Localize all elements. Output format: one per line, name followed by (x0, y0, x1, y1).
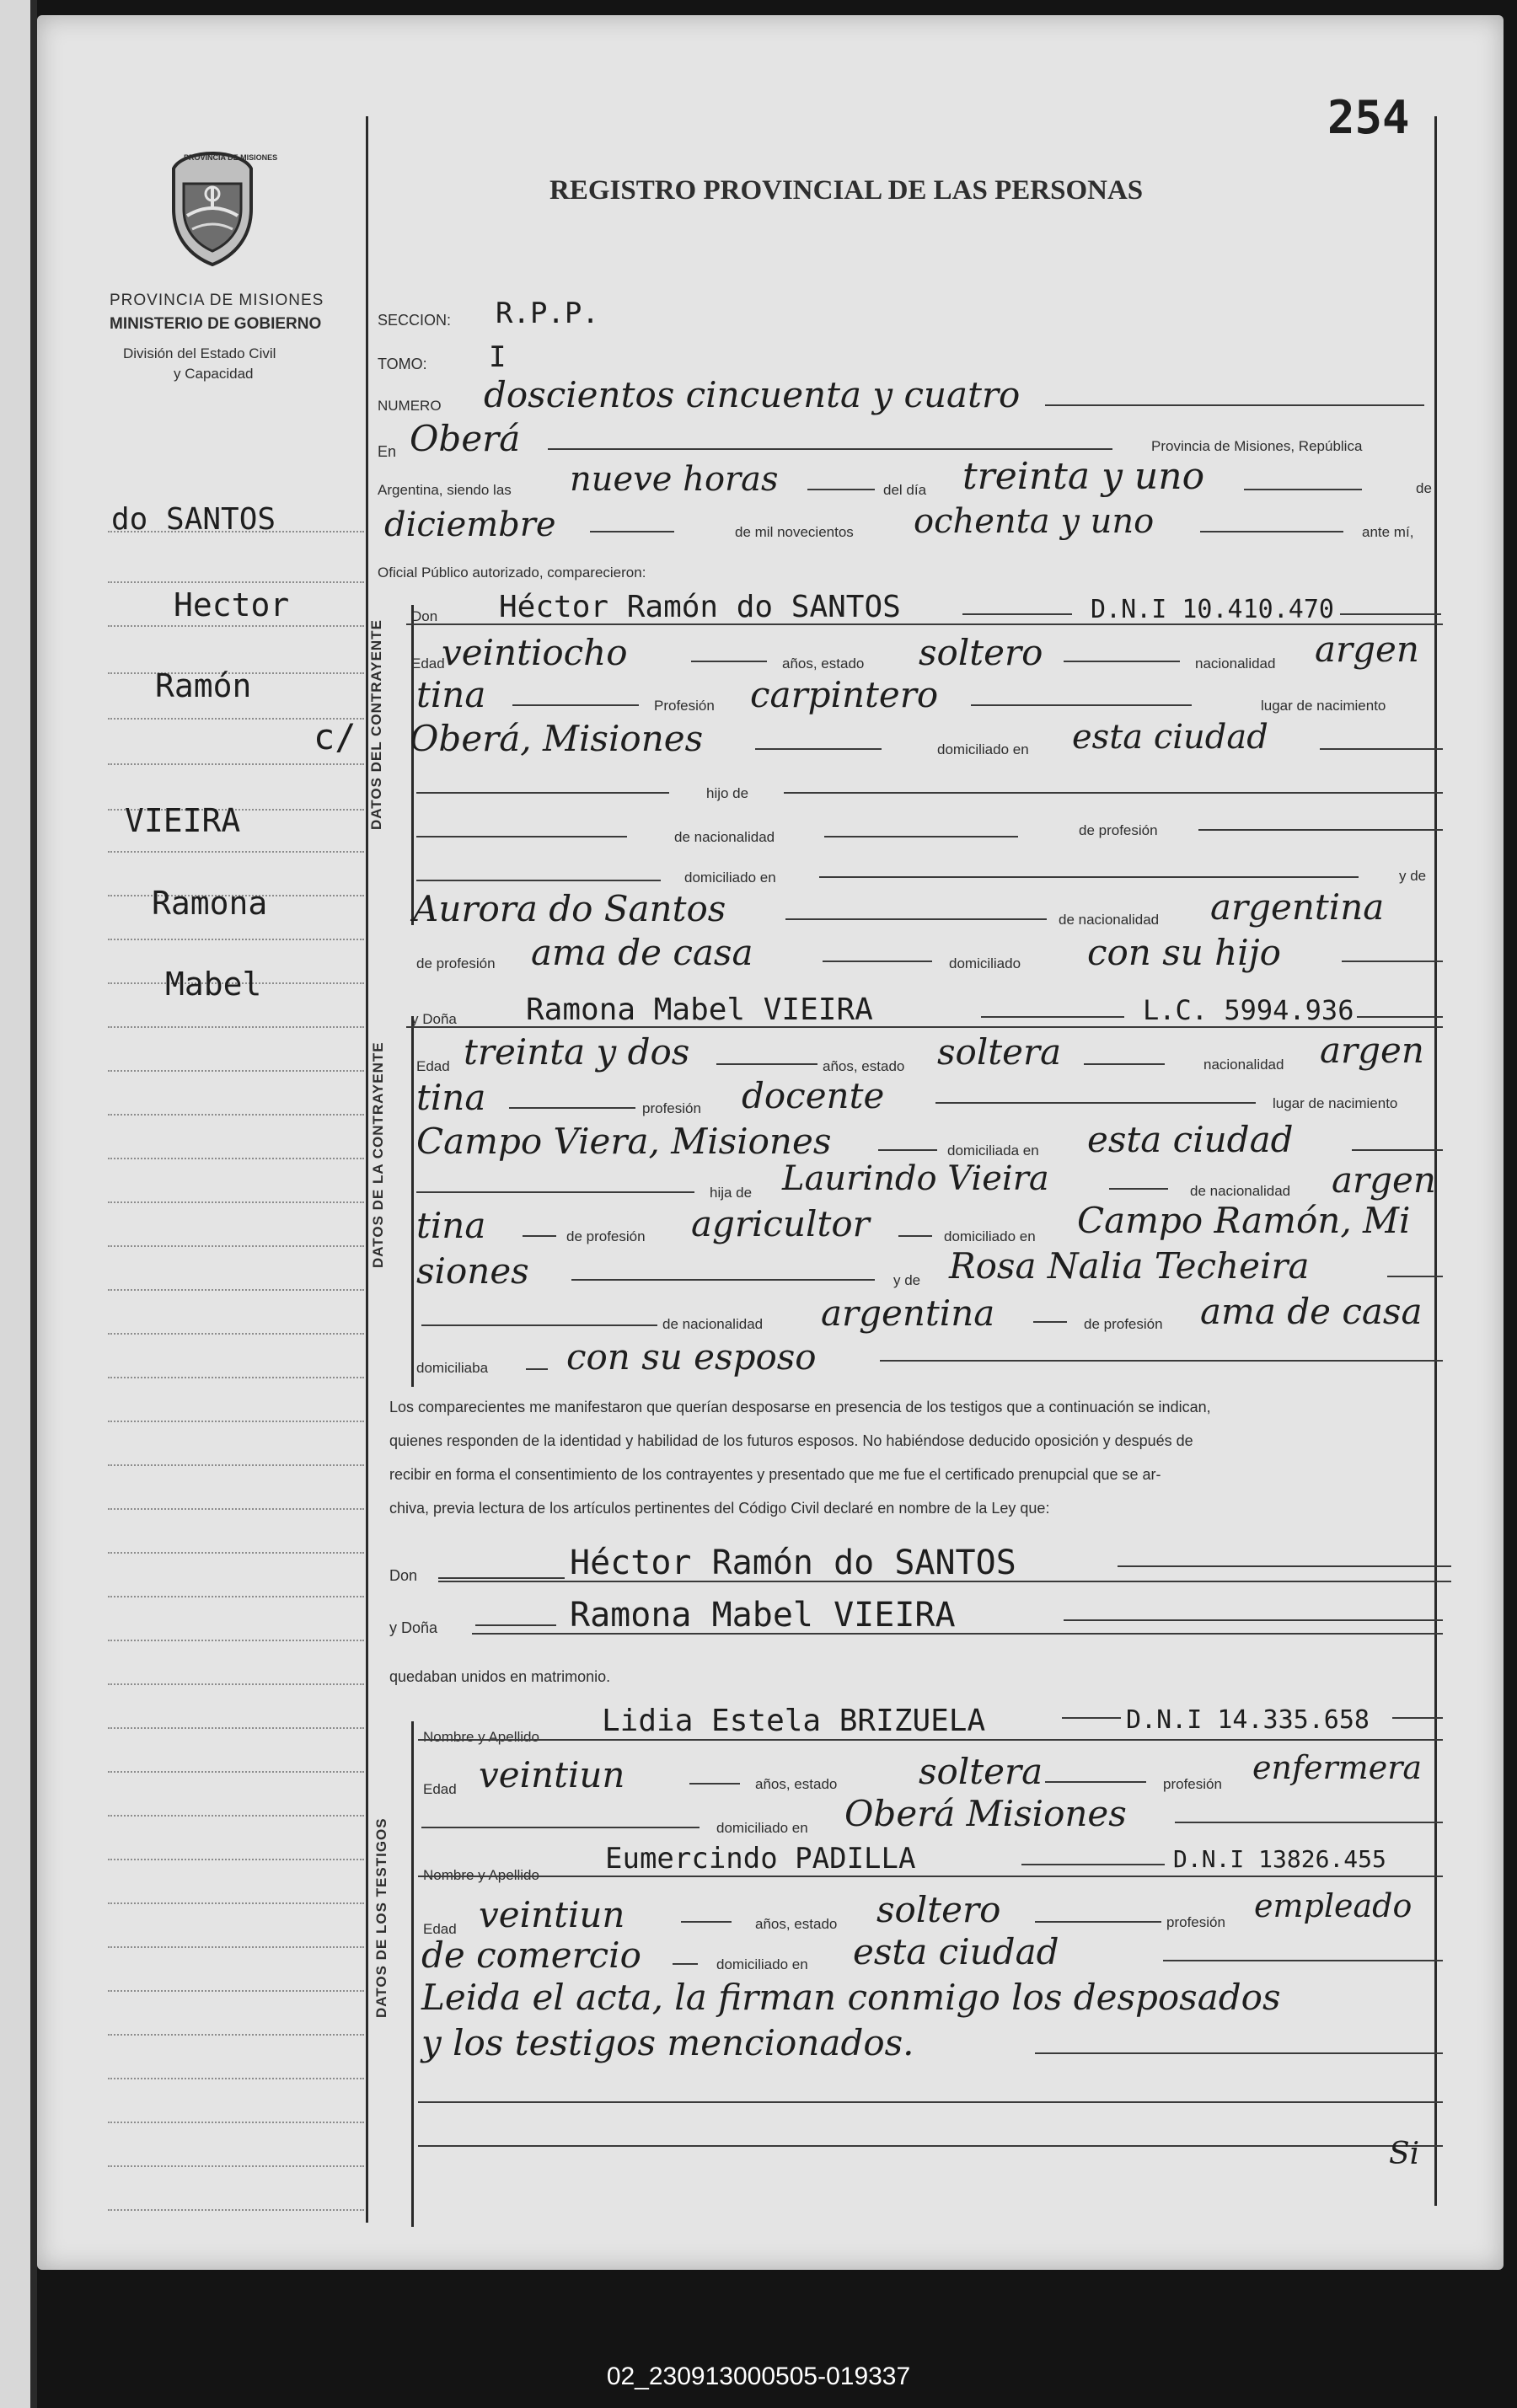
contrayenta-padre: Laurindo Vieira (782, 1159, 1049, 1198)
declaracion-line-1: Los comparecientes me manifestaron que querían desposarse en presencia de los testigos que a continuación se indican, (389, 1399, 1211, 1415)
madre-domiciliado-label: domiciliado (949, 955, 1021, 971)
margin-note-name-4: Mabel (165, 966, 262, 1003)
edad-label: Edad (411, 656, 445, 672)
contrayenta-padre-domicilio-2: siones (416, 1250, 529, 1292)
quedaban-label: quedaban unidos en matrimonio. (389, 1668, 611, 1685)
margin-note-name-3: Ramona (152, 885, 268, 922)
contrayenta-madre-nac-label: de nacionalidad (662, 1316, 764, 1332)
t2-edad-label: Edad (423, 1921, 457, 1937)
contrayente-nacionalidad-1: argen (1315, 629, 1419, 670)
contrayente-name: Héctor Ramón do SANTOS (499, 590, 901, 624)
t2-estado: soltero (876, 1889, 1001, 1930)
don-label: Don (411, 608, 438, 624)
agency-line-1: PROVINCIA DE MISIONES (110, 292, 324, 309)
contrayenta-estado: soltera (937, 1031, 1062, 1073)
t2-nombre: Eumercindo PADILLA (605, 1842, 916, 1876)
province-seal-icon (169, 150, 256, 268)
contrayenta-nacionalidad-2: tina (416, 1077, 486, 1118)
t2-domiciliado-label: domiciliado en (716, 1956, 808, 1972)
testigos-side-label: DATOS DE LOS TESTIGOS (373, 1817, 389, 2018)
t2-domicilio: esta ciudad (853, 1931, 1059, 1972)
contrayente-domicilio: esta ciudad (1072, 718, 1268, 757)
agency-line-3: División del Estado Civil (123, 345, 276, 361)
contrayenta-nacionalidad-1: argen (1320, 1030, 1424, 1071)
contrayenta-madre-nacionalidad: argentina (821, 1292, 995, 1334)
en-label: En (378, 443, 397, 460)
margin-note-surname: do SANTOS (111, 502, 276, 537)
contrayente-lugar: Oberá, Misiones (410, 718, 704, 759)
contrayenta-side-label: DATOS DE LA CONTRAYENTE (370, 1041, 386, 1268)
t1-profesion-label: profesión (1163, 1776, 1222, 1792)
y-de-label: y de (1399, 868, 1427, 884)
declaracion-line-2: quienes responden de la identidad y habilidad de los futuros esposos. No habiéndose deducido oposición y después de (389, 1432, 1193, 1449)
declaracion-line-4: chiva, previa lectura de los artículos pertinentes del Código Civil declaré en nombre de la Ley que: (389, 1500, 1050, 1517)
t2-profesion-label: profesión (1166, 1914, 1225, 1930)
contrayenta-nacionalidad-label: nacionalidad (1203, 1057, 1284, 1073)
profesion-label: Profesión (654, 698, 715, 714)
margin-note-connector: c/ (314, 716, 356, 757)
contrayente-madre-nacionalidad: argentina (1210, 886, 1385, 928)
contrayenta-lugar-label: lugar de nacimiento (1273, 1095, 1398, 1111)
t1-edad: veintiun (479, 1754, 625, 1795)
closing-line-2: y los testigos mencionados. (421, 2022, 914, 2063)
contrayente-bracket (411, 605, 414, 925)
seccion-value: R.P.P. (496, 297, 599, 330)
testigos-bracket (411, 1721, 414, 2227)
contrayenta-profesion-label: profesión (642, 1100, 701, 1116)
domiciliado-label: domiciliado en (937, 741, 1029, 757)
contrayenta-madre-prof-label: de profesión (1084, 1316, 1163, 1332)
contrayenta-madre-profesion: ama de casa (1200, 1291, 1423, 1332)
mil-label: de mil novecientos (735, 524, 854, 540)
union-dona-name: Ramona Mabel VIEIRA (570, 1596, 956, 1635)
t1-nombre: Lidia Estela BRIZUELA (602, 1704, 986, 1738)
page-title: REGISTRO PROVINCIAL DE LAS PERSONAS (549, 175, 1144, 206)
contrayente-edad: veintiocho (442, 632, 628, 673)
union-don-name: Héctor Ramón do SANTOS (570, 1544, 1016, 1582)
contrayenta-lugar: Campo Viera, Misiones (416, 1121, 832, 1162)
numero-label: NUMERO (378, 398, 442, 414)
mes-value: diciembre (384, 506, 556, 544)
contrayente-estado: soltero (919, 632, 1043, 673)
t1-anios-label: años, estado (755, 1776, 838, 1792)
padre-nacionalidad-label: de nacionalidad (1190, 1183, 1291, 1199)
t2-dni: D.N.I 13826.455 (1173, 1845, 1386, 1873)
de-nacionalidad-label: de nacionalidad (674, 829, 775, 845)
argentina-label: Argentina, siendo las (378, 482, 512, 498)
t1-profesion: enfermera (1252, 1749, 1423, 1786)
t1-estado: soltera (919, 1751, 1043, 1792)
contrayenta-y-de-label: y de (893, 1272, 921, 1288)
contrayente-madre-profesion: ama de casa (531, 932, 753, 973)
t1-dni: D.N.I 14.335.658 (1126, 1705, 1370, 1735)
page-number: 254 (1327, 91, 1410, 144)
provincia-label: Provincia de Misiones, República (1151, 438, 1363, 454)
de-label: de (1416, 480, 1432, 496)
contrayente-dni: D.N.I 10.410.470 (1091, 595, 1334, 624)
contrayente-madre-domicilio: con su hijo (1087, 932, 1281, 973)
horas-value: nueve horas (570, 460, 779, 499)
hija-label: hija de (710, 1185, 753, 1201)
t2-edad: veintiun (479, 1894, 625, 1935)
contrayenta-madre-domicilio: con su esposo (566, 1336, 817, 1378)
tomo-label: TOMO: (378, 356, 427, 372)
de-profesion-label: de profesión (1079, 822, 1158, 838)
domiciliado-en-label: domiciliado en (684, 870, 776, 886)
left-margin-rule (366, 116, 368, 2223)
closing-line-1: Leida el acta, la firman conmigo los desposados (421, 1977, 1281, 2018)
contrayente-profesion: carpintero (750, 674, 939, 715)
contrayenta-edad: treinta y dos (464, 1031, 690, 1073)
dona-label: y Doña (411, 1011, 457, 1027)
seccion-label: SECCION: (378, 312, 452, 329)
margin-note-surname-2: VIEIRA (125, 802, 241, 839)
anio-value: ochenta y uno (914, 502, 1155, 541)
hijo-label: hijo de (706, 785, 749, 801)
contrayente-side-label: DATOS DEL CONTRAYENTE (368, 619, 384, 830)
lugar-nacimiento-label: lugar de nacimiento (1261, 698, 1386, 714)
seal-caption: PROVINCIA DE MISIONES (184, 153, 278, 162)
contrayenta-lc: L.C. 5994.936 (1143, 994, 1354, 1026)
signature-mark: Si (1389, 2137, 1420, 2171)
anios-estado-label: años, estado (782, 656, 865, 672)
tomo-value: I (489, 340, 507, 374)
numero-value: doscientos cincuenta y cuatro (484, 374, 1021, 415)
t1-domiciliado-label: domiciliado en (716, 1820, 808, 1836)
contrayenta-edad-label: Edad (416, 1058, 450, 1074)
union-dona-label: y Doña (389, 1619, 438, 1636)
margin-note-name-1: Hector (174, 586, 290, 623)
contrayenta-domicilio: esta ciudad (1087, 1119, 1294, 1160)
oficial-label: Oficial Público autorizado, comparecieron: (378, 565, 646, 581)
file-identifier: 02_230913000505-019337 (606, 2363, 911, 2390)
contrayenta-domiciliada-label: domiciliada en (947, 1142, 1039, 1159)
contrayente-nacionalidad-2: tina (416, 674, 486, 715)
contrayenta-profesion: docente (742, 1075, 885, 1116)
domiciliaba-label: domiciliaba (416, 1360, 489, 1376)
contrayenta-padre-profesion: agricultor (691, 1203, 870, 1244)
agency-line-2: MINISTERIO DE GOBIERNO (110, 315, 322, 333)
t1-domicilio: Oberá Misiones (844, 1793, 1127, 1834)
contrayenta-anios-label: años, estado (823, 1058, 905, 1074)
dia-value: treinta y uno (962, 455, 1205, 498)
contrayenta-name: Ramona Mabel VIEIRA (526, 993, 873, 1027)
contrayenta-bracket (411, 1016, 414, 1387)
t2-nombre-label: Nombre y Apellido (423, 1867, 539, 1883)
t1-edad-label: Edad (423, 1781, 457, 1797)
t2-profesion-1: empleado (1254, 1887, 1412, 1924)
book-binding-edge (0, 0, 37, 2408)
del-dia-label: del día (883, 482, 927, 498)
t2-anios-label: años, estado (755, 1916, 838, 1932)
contrayente-madre: Aurora do Santos (413, 888, 726, 929)
t2-profesion-2: de comercio (421, 1934, 641, 1976)
contrayenta-madre: Rosa Nalia Techeira (949, 1245, 1310, 1287)
agency-line-4: y Capacidad (174, 366, 254, 382)
declaracion-line-3: recibir en forma el consentimiento de los contrayentes y presentado que me fue el certificado prenupcial que se ar- (389, 1466, 1161, 1483)
en-value: Oberá (410, 418, 521, 459)
union-don-label: Don (389, 1567, 418, 1584)
padre-profesion-label: de profesión (566, 1228, 646, 1244)
contrayenta-padre-nacionalidad-2: tina (416, 1205, 486, 1246)
madre-nacionalidad-label: de nacionalidad (1059, 912, 1160, 928)
contrayenta-padre-domicilio-1: Campo Ramón, Mi (1077, 1200, 1411, 1241)
madre-profesion-label: de profesión (416, 955, 496, 971)
padre-domiciliado-label: domiciliado en (944, 1228, 1036, 1244)
ante-label: ante mí, (1362, 524, 1414, 540)
nacionalidad-label: nacionalidad (1195, 656, 1276, 672)
t1-nombre-label: Nombre y Apellido (423, 1729, 539, 1745)
margin-note-name-2: Ramón (155, 667, 252, 704)
contrayenta-padre-nacionalidad-1: argen (1332, 1159, 1436, 1201)
